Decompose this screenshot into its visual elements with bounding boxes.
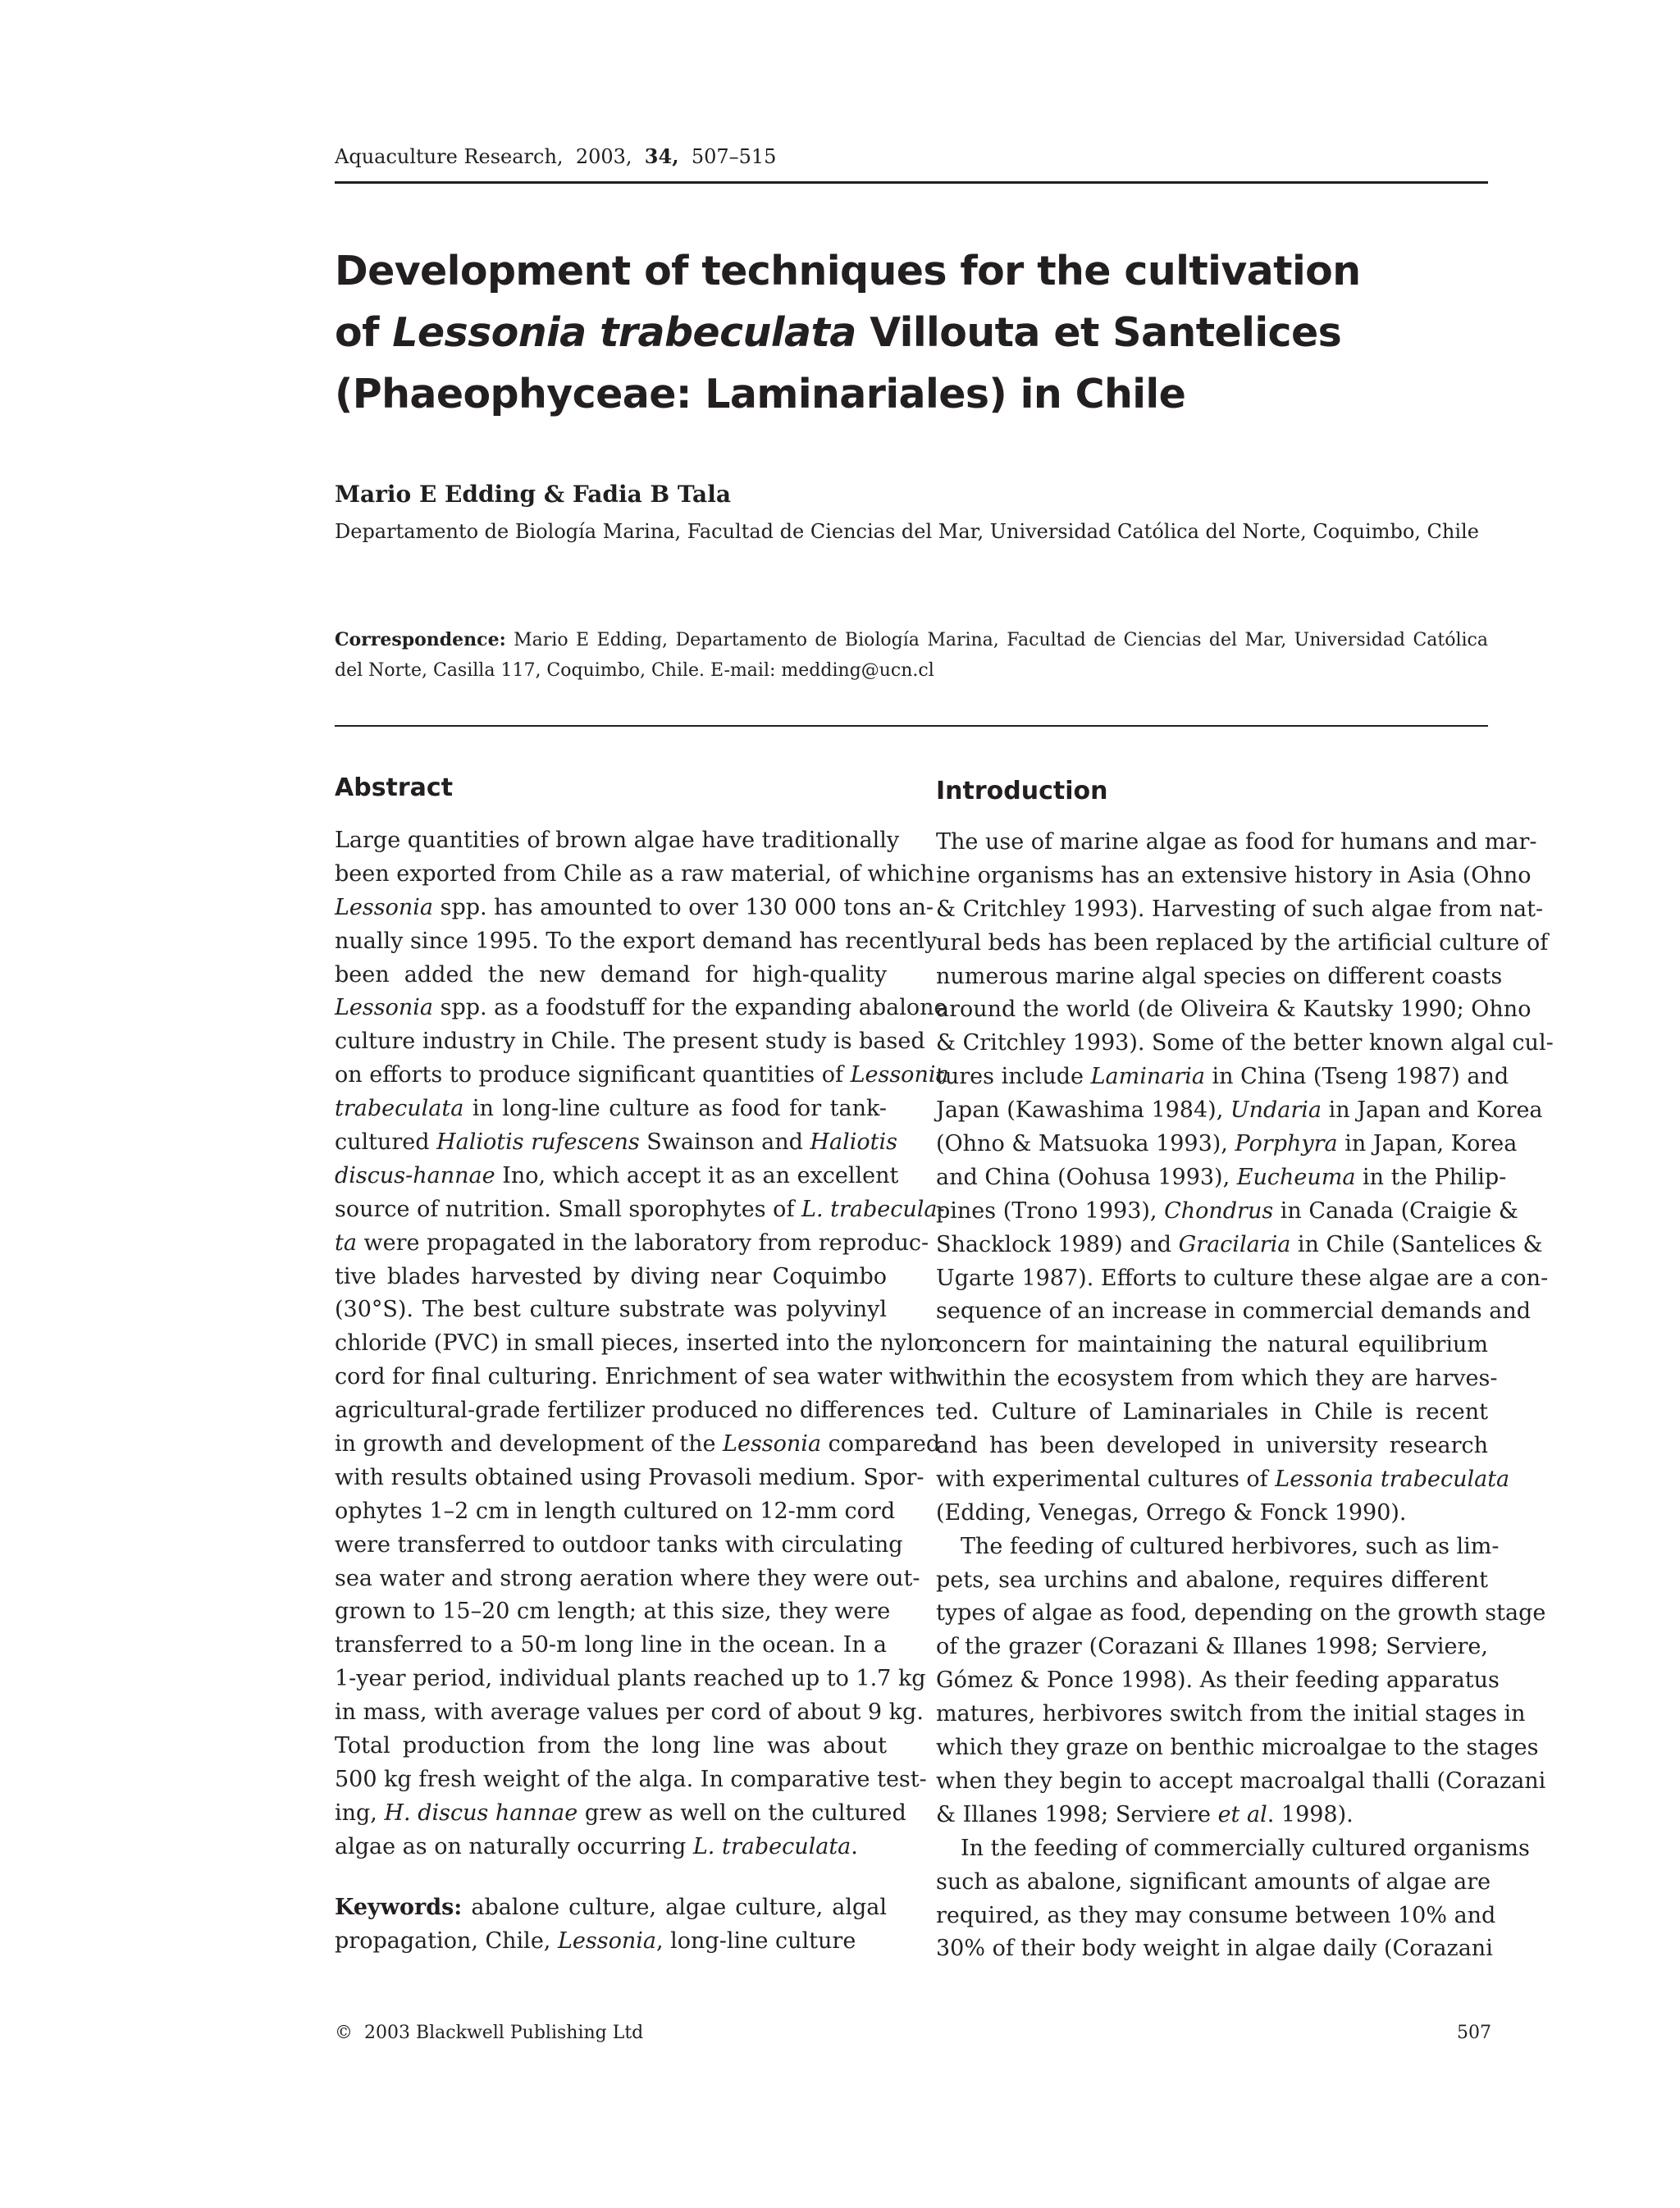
keywords-label: Keywords: [335,1895,463,1920]
introduction-line: & Critchley 1993). Some of the better known algal cul- [936,1030,1554,1056]
abstract-body [335,824,949,1864]
introduction-line: types of algae as food, depending on the growth stage [936,1600,1546,1626]
introduction-line: Shacklock 1989) and Gracilaria in Chile (Santelices & [936,1231,1543,1257]
abstract-line: chloride (PVC) in small pieces, inserted into the nylon [335,1330,942,1357]
introduction-line: which they graze on benthic microalgae to the stages [936,1735,1539,1761]
introduction-line: & Critchley 1993). Harvesting of such algae from nat- [936,896,1544,922]
abstract-line: ta were propagated in the laboratory from reproduc- [335,1229,929,1256]
journal-volume: 34, [644,144,679,168]
abstract-line: on efforts to produce significant quantities of Lessonia [335,1062,949,1088]
introduction-line: pines (Trono 1993), Chondrus in Canada (Craigie & [936,1198,1518,1224]
header-rule [335,181,1488,184]
authors: Mario E Edding & Fadia B Tala [335,481,731,508]
abstract-line: grown to 15–20 cm length; at this size, they were [335,1599,891,1625]
introduction-line: ural beds has been replaced by the artificial culture of [936,929,1549,956]
abstract-line: in mass, with average values per cord of about 9 kg. [335,1699,924,1726]
introduction-line: numerous marine algal species on different coasts [936,963,1503,989]
article-title [335,240,1483,425]
journal-pages: 507–515 [691,145,777,168]
page-number: 507 [1457,2023,1491,2043]
journal-citation [335,144,776,168]
introduction-line: required, as they may consume between 10% and [936,1902,1496,1928]
keywords-line: Keywords: abalone culture, algae culture, algal [335,1895,887,1920]
copyright-notice [335,2023,643,2043]
introduction-line: Japan (Kawashima 1984), Undaria in Japan and Korea [936,1097,1543,1124]
abstract-line: in growth and development of the Lessonia compared [335,1431,941,1458]
introduction-line: ine organisms has an extensive history in Asia (Ohno [936,862,1532,888]
abstract-line: cultured Haliotis rufescens Swainson and Haliotis [335,1129,897,1156]
abstract-line: Lessonia spp. as a foodstuff for the expanding abalone [335,995,947,1021]
introduction-line: sequence of an increase in commercial demands and [936,1298,1531,1325]
correspondence-rule [335,725,1488,727]
journal-year: 2003, [575,145,632,168]
abstract-line: Large quantities of brown algae have traditionally [335,828,900,853]
copyright-text: 2003 Blackwell Publishing Ltd [364,2023,644,2043]
keywords [335,1891,887,1959]
title-line-2: of Lessonia trabeculata Villouta et Santelices [335,309,1342,356]
abstract-line: nually since 1995. To the export demand has recently [335,928,938,954]
abstract-line: Lessonia spp. has amounted to over 130 000 tons an- [335,894,934,920]
introduction-heading: Introduction [936,777,1108,805]
abstract-line: Total production from the long line was about [335,1733,887,1759]
introduction-line: ted. Culture of Laminariales in Chile is recent [936,1399,1488,1426]
abstract-line: ing, H. discus hannae grew as well on the cultured [335,1800,906,1826]
abstract-line: ophytes 1–2 cm in length cultured on 12-mm cord [335,1498,896,1524]
introduction-line: The use of marine algae as food for humans and mar- [936,829,1537,855]
title-line-3: (Phaeophyceae: Laminariales) in Chile [335,371,1186,417]
abstract-line: agricultural-grade fertilizer produced no differences [335,1398,925,1424]
introduction-line: of the grazer (Corazani & Illanes 1998; Serviere, [936,1634,1488,1660]
abstract-line: discus-hannae Ino, which accept it as an excellent [335,1162,899,1188]
introduction-line: (Edding, Venegas, Orrego & Fonck 1990). [936,1499,1407,1526]
affiliation: Departamento de Biología Marina, Facultad de Ciencias del Mar, Universidad Católica del Norte, Coquimbo, Chile [335,520,1479,543]
correspondence-label: Correspondence: [335,629,506,650]
abstract-line: trabeculata in long-line culture as food for tank- [335,1096,887,1122]
introduction-line: The feeding of cultured herbivores, such as lim- [961,1533,1500,1559]
introduction-line: In the feeding of commercially cultured organisms [961,1835,1530,1861]
abstract-line: with results obtained using Provasoli medium. Spor- [335,1464,924,1490]
abstract-line: 1-year period, individual plants reached up to 1.7 kg [335,1666,926,1692]
abstract-heading: Abstract [335,773,454,802]
introduction-line: such as abalone, significant amounts of algae are [936,1868,1491,1895]
introduction-line: within the ecosystem from which they are harves- [936,1366,1498,1392]
introduction-line: pets, sea urchins and abalone, requires different [936,1567,1488,1593]
introduction-line: concern for maintaining the natural equilibrium [936,1332,1488,1358]
introduction-line: with experimental cultures of Lessonia trabeculata [936,1466,1510,1492]
introduction-line: tures include Laminaria in China (Tseng 1987) and [936,1064,1509,1090]
abstract-line: culture industry in Chile. The present study is based [335,1029,925,1055]
introduction-line: Gómez & Ponce 1998). As their feeding apparatus [936,1667,1500,1694]
keywords-line: propagation, Chile, Lessonia, long-line culture [335,1927,856,1954]
introduction-line: around the world (de Oliveira & Kautsky 1990; Ohno [936,997,1532,1023]
introduction-body [936,826,1554,1966]
introduction-line: when they begin to accept macroalgal thalli (Corazani [936,1768,1546,1794]
introduction-line: matures, herbivores switch from the initial stages in [936,1701,1526,1727]
title-line-1: Development of techniques for the cultivation [335,248,1361,294]
introduction-line: and has been developed in university research [936,1433,1488,1459]
journal-name: Aquaculture Research, [335,145,564,168]
introduction-line: & Illanes 1998; Serviere et al. 1998). [936,1801,1354,1827]
abstract-line: tive blades harvested by diving near Coquimbo [335,1263,887,1289]
title-species: Lessonia trabeculata [392,309,856,356]
abstract-line: transferred to a 50-m long line in the ocean. In a [335,1632,887,1658]
introduction-line: Ugarte 1987). Efforts to culture these algae are a con- [936,1265,1549,1291]
correspondence-text: Mario E Edding, Departamento de Biología Marina, Facultad de Ciencias del Mar, Universidad Católica del Norte, Casilla 117, Coquimbo, Chile. E-mail: medding@ucn.cl [335,630,1488,681]
copyright-symbol: © [335,2023,353,2043]
correspondence [335,625,1488,686]
abstract-line: 500 kg fresh weight of the alga. In comparative test- [335,1766,927,1792]
abstract-line: sea water and strong aeration where they were out- [335,1565,920,1591]
abstract-line: (30°S). The best culture substrate was polyvinyl [335,1297,887,1323]
abstract-line: been exported from Chile as a raw material, of which [335,860,935,887]
introduction-line: and China (Oohusa 1993), Eucheuma in the Philip- [936,1164,1507,1190]
abstract-line: cord for final culturing. Enrichment of sea water with [335,1364,938,1390]
introduction-line: (Ohno & Matsuoka 1993), Porphyra in Japan, Korea [936,1131,1518,1157]
abstract-line: were transferred to outdoor tanks with circulating [335,1531,903,1558]
abstract-line: algae as on naturally occurring L. trabeculata. [335,1833,858,1859]
abstract-line: been added the new demand for high-quality [335,961,887,988]
abstract-line: source of nutrition. Small sporophytes of L. trabecula- [335,1196,945,1222]
introduction-line: 30% of their body weight in algae daily (Corazani [936,1936,1493,1962]
